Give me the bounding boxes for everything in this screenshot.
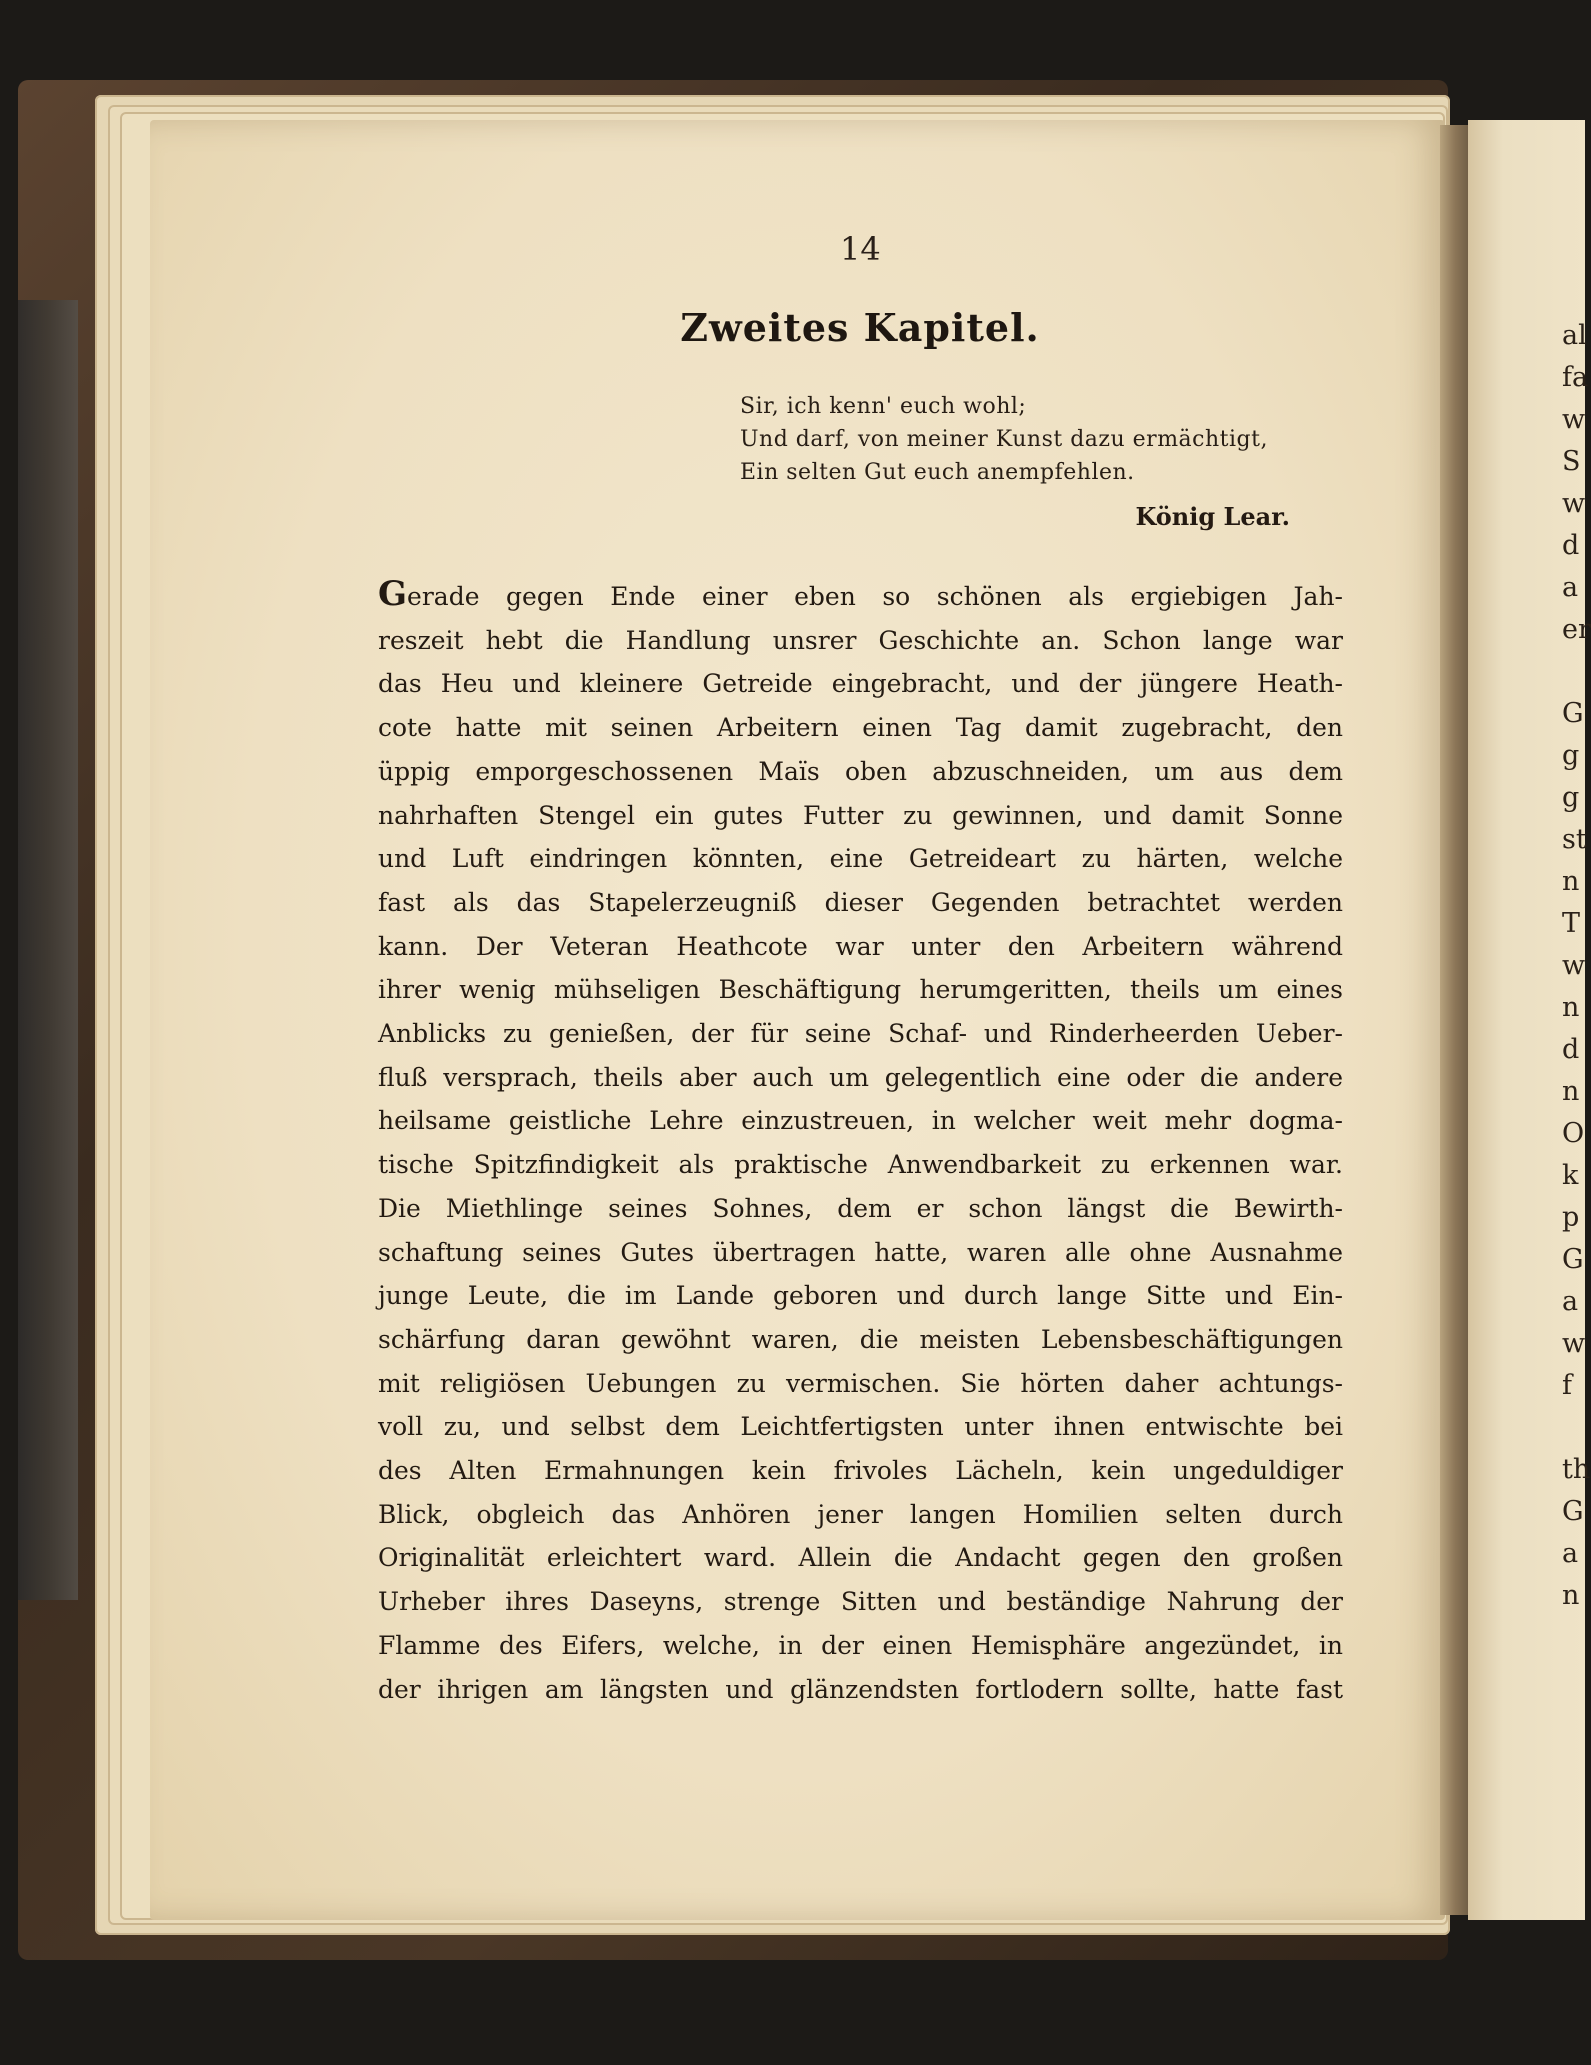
text-line: üppig emporgeschossenen Maïs oben abzuschneiden, um aus dem [378,756,1343,786]
text-line: schaftung seines Gutes übertragen hatte, waren alle ohne Ausnahme [378,1237,1343,1267]
text-line: Gerade gegen Ende einer eben so schönen als ergiebigen Jah- [378,574,1343,614]
text-line: voll zu, und selbst dem Leichtfertigsten unter ihnen entwischte bei [378,1412,1343,1442]
facing-page-fragment: w [1562,404,1586,435]
facing-page-fragment: w [1562,1328,1586,1359]
epigraph [740,390,1315,489]
facing-page-fragment: g [1562,740,1580,771]
cover-edge [18,300,78,1600]
facing-page-fragment: n [1562,992,1580,1023]
text-line: heilsame geistliche Lehre einzustreuen, in welcher weit mehr dogma- [378,1106,1343,1136]
facing-page-fragment: T [1562,908,1581,939]
facing-page-fragment: k [1562,1160,1579,1191]
facing-page-fragment: n [1562,1580,1580,1611]
text-line: fast als das Stapelerzeugniß dieser Gegenden betrachtet werden [378,887,1343,917]
text-line: Urheber ihres Daseyns, strenge Sitten und beständige Nahrung der [378,1587,1343,1617]
text-line: Flamme des Eifers, welche, in der einen Hemisphäre angezündet, in [378,1630,1343,1660]
text-line: der ihrigen am längsten und glänzendsten fortlodern sollte, hatte fast [378,1674,1343,1704]
epigraph-attribution: König Lear. [1135,502,1290,531]
text-line: Originalität erleichtert ward. Allein die Andacht gegen den großen [378,1543,1343,1573]
facing-page-fragment: p [1562,1202,1580,1233]
text-line: und Luft eindringen könnten, eine Getreideart zu härten, welche [378,844,1343,874]
facing-page-fragment: a [1562,572,1579,603]
text-line: nahrhaften Stengel ein gutes Futter zu gewinnen, und damit Sonne [378,800,1343,830]
facing-page-fragment: g [1562,782,1580,813]
text-line: reszeit hebt die Handlung unsrer Geschichte an. Schon lange war [378,625,1343,655]
facing-page-fragment: a [1562,1538,1579,1569]
facing-page-fragment: n [1562,866,1580,897]
facing-page-fragment: fa [1562,362,1589,393]
book-gutter [1440,125,1470,1915]
epigraph-line: Sir, ich kenn' euch wohl; [740,394,1027,419]
text-line: Blick, obgleich das Anhören jener langen Homilien selten durch [378,1499,1343,1529]
facing-page-fragment [1562,1407,1585,1449]
text-line: Anblicks zu genießen, der für seine Schaf- und Rinderheerden Ueber- [378,1019,1343,1049]
text-line: fluß versprach, theils aber auch um gelegentlich eine oder die andere [378,1062,1343,1092]
facing-page-fragment: w [1562,488,1586,519]
facing-page-fragment: S [1562,446,1581,477]
text-line: des Alten Ermahnungen kein frivoles Lächeln, kein ungeduldiger [378,1456,1343,1486]
facing-page-fragment: O [1562,1118,1585,1149]
text-line: kann. Der Veteran Heathcote war unter den Arbeitern während [378,931,1343,961]
facing-page-fragment: n [1562,1076,1580,1107]
facing-page-fragment: d [1562,530,1580,561]
facing-page-fragment: th [1562,1454,1591,1485]
body-text [378,573,1343,1711]
facing-page-fragment: f [1562,1370,1572,1401]
facing-page-fragment: G [1562,1244,1584,1275]
chapter-title: Zweites Kapitel. [680,305,1040,350]
page-number: 14 [840,230,881,268]
text-line: schärfung daran gewöhnt waren, die meisten Lebensbeschäftigungen [378,1324,1343,1354]
text-line: Die Miethlinge seines Sohnes, dem er schon längst die Bewirth- [378,1193,1343,1223]
facing-page-text [1562,315,1591,1617]
facing-page-fragment: a [1562,1286,1579,1317]
facing-page-fragment: al [1562,320,1587,351]
facing-page-fragment: w [1562,950,1586,981]
facing-page-fragment: G [1562,1496,1584,1527]
epigraph-line: Ein selten Gut euch anempfehlen. [740,460,1135,485]
facing-page-fragment: st [1562,824,1587,855]
text-line: ihrer wenig mühseligen Beschäftigung herumgeritten, theils um eines [378,975,1343,1005]
text-line: mit religiösen Uebungen zu vermischen. Sie hörten daher achtungs- [378,1368,1343,1398]
facing-page-fragment [1562,651,1585,693]
text-line: cote hatte mit seinen Arbeitern einen Tag damit zugebracht, den [378,713,1343,743]
text-line: tische Spitzfindigkeit als praktische Anwendbarkeit zu erkennen war. [378,1150,1343,1180]
facing-page-fragment: d [1562,1034,1580,1065]
text-line: junge Leute, die im Lande geboren und durch lange Sitte und Ein- [378,1281,1343,1311]
text-line: das Heu und kleinere Getreide eingebracht, und der jüngere Heath- [378,669,1343,699]
epigraph-line: Und darf, von meiner Kunst dazu ermächtigt, [740,427,1268,452]
facing-page-fragment: er [1562,614,1591,645]
facing-page-fragment: G [1562,698,1584,729]
